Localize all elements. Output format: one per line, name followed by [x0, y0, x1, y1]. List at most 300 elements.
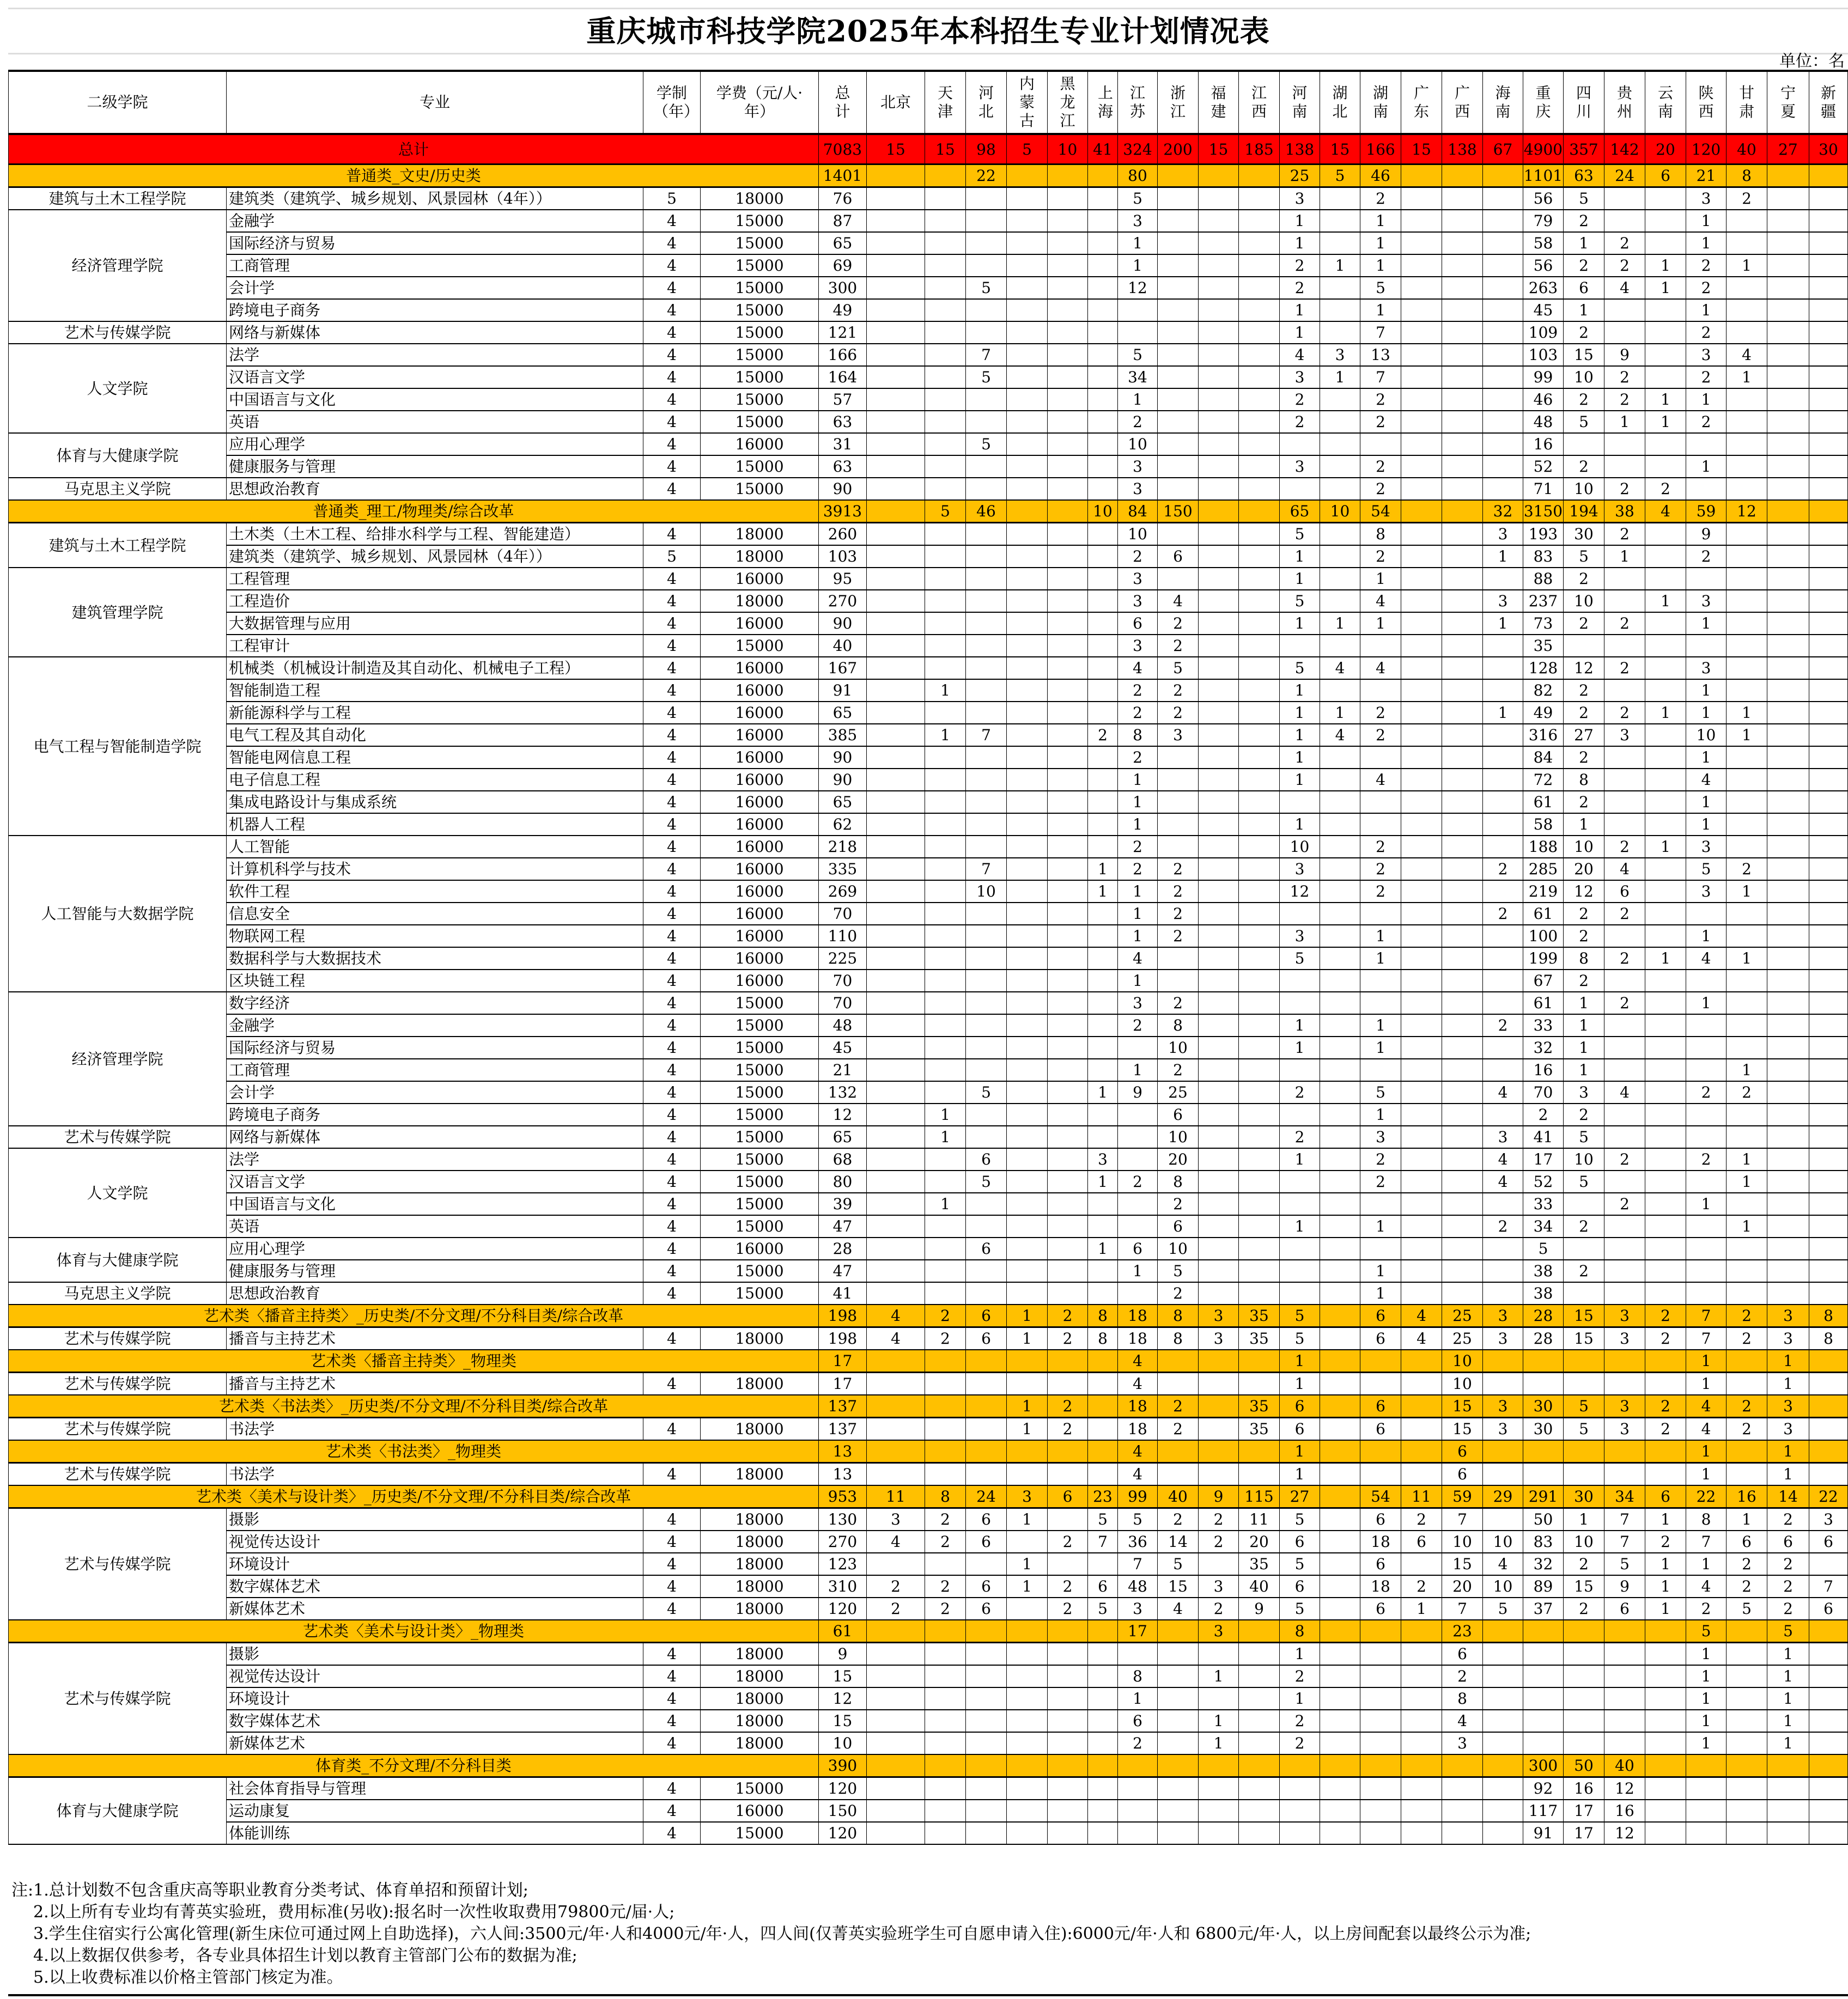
section-row [9, 1305, 1848, 1327]
province-cell [1483, 1350, 1523, 1373]
province-cell [867, 925, 925, 947]
province-cell: 10 [1158, 1037, 1199, 1059]
province-cell [1401, 702, 1442, 724]
province-cell [1048, 523, 1088, 546]
province-cell: 2 [1604, 903, 1645, 925]
province-cell [925, 590, 966, 612]
province-cell [1088, 523, 1118, 546]
province-cell [1645, 1104, 1686, 1126]
province-cell [1360, 1440, 1401, 1463]
province-cell [925, 1081, 966, 1104]
total-cell: 132 [819, 1081, 867, 1104]
province-cell [1604, 568, 1645, 590]
province-cell [1088, 254, 1118, 277]
province-cell: 4 [1483, 1553, 1523, 1575]
province-cell [1007, 1081, 1048, 1104]
province-cell [1727, 210, 1767, 232]
province-cell [1158, 366, 1199, 388]
province-cell: 2 [1564, 925, 1604, 947]
province-cell [1523, 1665, 1564, 1687]
grand-total-label: 总计 [9, 134, 819, 164]
province-cell [1809, 500, 1848, 523]
province-cell: 8 [1727, 164, 1767, 187]
major-cell: 汉语言文学 [227, 1171, 643, 1193]
province-cell [1048, 769, 1088, 791]
grand-total-value: 7083 [819, 134, 867, 164]
province-cell [1088, 1754, 1118, 1777]
province-cell: 5 [1088, 1508, 1118, 1531]
province-cell [1320, 187, 1360, 210]
total-cell: 69 [819, 254, 867, 277]
province-cell [867, 478, 925, 500]
province-cell [1280, 1754, 1320, 1777]
province-cell [1401, 590, 1442, 612]
province-cell: 193 [1523, 523, 1564, 546]
province-cell: 8 [1158, 1014, 1199, 1037]
province-cell [1604, 1126, 1645, 1148]
province-cell: 10 [1048, 134, 1088, 164]
province-cell [1523, 1620, 1564, 1643]
fee-cell: 16000 [701, 702, 819, 724]
province-cell: 6 [1442, 1643, 1483, 1666]
college-cell: 建筑与土木工程学院 [9, 523, 227, 568]
province-cell: 10 [1442, 1531, 1483, 1553]
province-cell [1483, 321, 1523, 344]
table-row [9, 523, 1848, 546]
province-cell [1239, 1037, 1280, 1059]
province-cell [966, 1777, 1007, 1800]
province-cell [1320, 1081, 1360, 1104]
college-cell: 人文学院 [9, 344, 227, 433]
province-cell: 1 [1686, 1553, 1727, 1575]
province-cell [1280, 1104, 1320, 1126]
province-cell [925, 746, 966, 769]
province-cell: 4 [1645, 500, 1686, 523]
province-cell [1767, 299, 1809, 321]
province-cell [1199, 1059, 1239, 1081]
province-cell [1442, 478, 1483, 500]
note-3: 3.学生住宿实行公寓化管理(新生床位可通过网上自助选择)，六人间:3500元/年·人和4000元/年·人，四人间(仅菁英实验班学生可自愿申请入住):6000元/年·人和 6800元/年·人，以上房间配套以最终公示为准; [33, 1924, 1531, 1943]
total-cell: 270 [819, 1531, 867, 1553]
province-cell [1483, 1710, 1523, 1732]
header-province: 湖北 [1320, 71, 1360, 134]
province-cell [1320, 1238, 1360, 1260]
header-province: 云南 [1645, 71, 1686, 134]
province-cell [925, 1710, 966, 1732]
total-cell: 218 [819, 836, 867, 858]
province-cell [1199, 1193, 1239, 1215]
province-cell [1401, 1754, 1442, 1777]
province-cell [1442, 769, 1483, 791]
province-cell: 9 [1199, 1485, 1239, 1508]
province-cell [867, 568, 925, 590]
province-cell: 2 [1048, 1598, 1088, 1620]
fee-cell: 18000 [701, 1463, 819, 1486]
fee-cell: 16000 [701, 970, 819, 992]
province-cell [1199, 1395, 1239, 1418]
years-cell: 4 [643, 1463, 701, 1486]
province-cell [1809, 210, 1848, 232]
province-cell [966, 1732, 1007, 1754]
province-cell [1199, 545, 1239, 568]
province-cell [1401, 813, 1442, 836]
province-cell: 2 [1360, 545, 1401, 568]
province-cell [1320, 947, 1360, 970]
province-cell [1360, 1373, 1401, 1395]
province-cell [1239, 1215, 1280, 1238]
fee-cell: 15000 [701, 455, 819, 478]
province-cell [1048, 657, 1088, 679]
total-cell: 123 [819, 1553, 867, 1575]
province-cell [1809, 254, 1848, 277]
province-cell [1048, 1126, 1088, 1148]
province-cell [925, 657, 966, 679]
years-cell: 4 [643, 1260, 701, 1282]
province-cell: 1 [1645, 947, 1686, 970]
province-cell: 12 [1564, 657, 1604, 679]
years-cell: 4 [643, 321, 701, 344]
province-cell: 1 [1280, 1373, 1320, 1395]
province-cell: 2 [1564, 455, 1604, 478]
province-cell [1088, 1665, 1118, 1687]
province-cell: 3 [1564, 1081, 1604, 1104]
province-cell [867, 612, 925, 635]
province-cell [1239, 366, 1280, 388]
province-cell [1401, 1081, 1442, 1104]
province-cell: 6 [1727, 1531, 1767, 1553]
province-cell [1048, 1350, 1088, 1373]
province-cell: 8 [1088, 1305, 1118, 1327]
major-cell: 中国语言与文化 [227, 388, 643, 411]
college-cell: 体育与大健康学院 [9, 1238, 227, 1282]
province-cell [1158, 277, 1199, 299]
province-cell [1767, 1800, 1809, 1822]
province-cell [925, 947, 966, 970]
province-cell [1809, 1800, 1848, 1822]
province-cell [1320, 1126, 1360, 1148]
province-cell: 8 [925, 1485, 966, 1508]
province-cell: 3 [1483, 523, 1523, 546]
province-cell: 6 [1158, 545, 1199, 568]
province-cell: 2 [1523, 1104, 1564, 1126]
province-cell [1727, 277, 1767, 299]
province-cell: 17 [1118, 1620, 1158, 1643]
province-cell [1645, 1193, 1686, 1215]
fee-cell: 15000 [701, 478, 819, 500]
province-cell [867, 1463, 925, 1486]
province-cell: 2 [1727, 1327, 1767, 1350]
table-row [9, 746, 1848, 769]
province-cell: 1 [1007, 1305, 1048, 1327]
province-cell [1118, 1643, 1158, 1666]
province-cell [1645, 1059, 1686, 1081]
province-cell [1686, 1126, 1727, 1148]
province-cell [1401, 187, 1442, 210]
province-cell: 1 [1280, 299, 1320, 321]
province-cell [1239, 1687, 1280, 1710]
province-cell [925, 1215, 966, 1238]
province-cell [1320, 411, 1360, 433]
province-cell [1199, 925, 1239, 947]
major-cell: 摄影 [227, 1508, 643, 1531]
province-cell [1088, 164, 1118, 187]
province-cell [1158, 523, 1199, 546]
province-cell [1645, 769, 1686, 791]
province-cell [1320, 1598, 1360, 1620]
province-cell [1767, 500, 1809, 523]
province-cell [1401, 1148, 1442, 1171]
province-cell [1158, 1822, 1199, 1844]
major-cell: 工商管理 [227, 1059, 643, 1081]
province-cell [925, 1777, 966, 1800]
province-cell [1048, 1440, 1088, 1463]
fee-cell: 15000 [701, 1104, 819, 1126]
province-cell [1727, 1620, 1767, 1643]
years-cell: 4 [643, 1148, 701, 1171]
province-cell: 1 [1360, 299, 1401, 321]
province-cell [1199, 523, 1239, 546]
province-cell [1483, 1260, 1523, 1282]
total-cell: 167 [819, 657, 867, 679]
province-cell: 2 [1048, 1531, 1088, 1553]
province-cell [966, 590, 1007, 612]
years-cell: 4 [643, 880, 701, 903]
province-cell [966, 1687, 1007, 1710]
province-cell [1809, 1148, 1848, 1171]
province-cell [1007, 1463, 1048, 1486]
years-cell: 4 [643, 1508, 701, 1531]
province-cell [1727, 1440, 1767, 1463]
province-cell [1199, 903, 1239, 925]
province-cell: 1 [1767, 1440, 1809, 1463]
province-cell [1048, 1754, 1088, 1777]
years-cell: 4 [643, 299, 701, 321]
province-cell [1007, 1732, 1048, 1754]
province-cell: 10 [1483, 1575, 1523, 1598]
header-province: 陕西 [1686, 71, 1727, 134]
table-row [9, 925, 1848, 947]
province-cell [1199, 1440, 1239, 1463]
total-cell: 41 [819, 1282, 867, 1305]
province-cell: 6 [1158, 1215, 1199, 1238]
province-cell: 5 [966, 1171, 1007, 1193]
province-cell [1158, 299, 1199, 321]
province-cell: 2 [1088, 724, 1118, 746]
province-cell [1007, 545, 1048, 568]
province-cell [1809, 1081, 1848, 1104]
province-cell: 4 [1118, 1350, 1158, 1373]
province-cell [1048, 164, 1088, 187]
major-cell: 健康服务与管理 [227, 455, 643, 478]
years-cell: 4 [643, 344, 701, 366]
header-province: 宁夏 [1767, 71, 1809, 134]
province-cell [1767, 164, 1809, 187]
section-row [9, 1395, 1848, 1418]
province-cell: 25 [1280, 164, 1320, 187]
header-province: 河南 [1280, 71, 1320, 134]
province-cell [1118, 1126, 1158, 1148]
province-cell [1199, 791, 1239, 813]
total-cell: 15 [819, 1710, 867, 1732]
header-province: 天津 [925, 71, 966, 134]
province-cell [966, 299, 1007, 321]
header-fee: 学费（元/人·年） [701, 71, 819, 134]
province-cell [1767, 880, 1809, 903]
province-cell: 1 [1645, 702, 1686, 724]
province-cell [1645, 992, 1686, 1014]
province-cell [1088, 791, 1118, 813]
province-cell [1199, 1282, 1239, 1305]
province-cell [1645, 1777, 1686, 1800]
province-cell: 10 [1280, 836, 1320, 858]
table-row [9, 455, 1848, 478]
province-cell: 5 [1280, 1598, 1320, 1620]
province-cell [1604, 746, 1645, 769]
province-cell: 30 [1564, 523, 1604, 546]
province-cell [1239, 1171, 1280, 1193]
province-cell [1767, 545, 1809, 568]
province-cell [1809, 433, 1848, 455]
province-cell [1604, 1059, 1645, 1081]
fee-cell: 18000 [701, 1508, 819, 1531]
province-cell [1239, 344, 1280, 366]
table-row [9, 880, 1848, 903]
province-cell [1767, 925, 1809, 947]
college-cell: 体育与大健康学院 [9, 433, 227, 478]
province-cell [1809, 1059, 1848, 1081]
major-cell: 环境设计 [227, 1687, 643, 1710]
province-cell [966, 1665, 1007, 1687]
province-cell: 194 [1564, 500, 1604, 523]
province-cell [1401, 1350, 1442, 1373]
total-cell: 166 [819, 344, 867, 366]
province-cell [1320, 746, 1360, 769]
province-cell [1007, 1104, 1048, 1126]
province-cell [1239, 702, 1280, 724]
province-cell: 1 [1686, 455, 1727, 478]
province-cell [925, 1800, 966, 1822]
section-total: 13 [819, 1440, 867, 1463]
province-cell [1809, 1732, 1848, 1754]
years-cell: 4 [643, 1327, 701, 1350]
province-cell [1158, 1620, 1199, 1643]
header-province: 上海 [1088, 71, 1118, 134]
province-cell [1809, 545, 1848, 568]
province-cell [867, 321, 925, 344]
province-cell [1442, 1059, 1483, 1081]
province-cell [925, 388, 966, 411]
province-cell [1320, 1754, 1360, 1777]
major-cell: 机器人工程 [227, 813, 643, 836]
province-cell [1239, 769, 1280, 791]
province-cell [1118, 1215, 1158, 1238]
province-cell [1604, 1014, 1645, 1037]
province-cell [1401, 232, 1442, 254]
province-cell [1158, 321, 1199, 344]
years-cell: 4 [643, 455, 701, 478]
province-cell [1280, 1193, 1320, 1215]
province-cell [1809, 1104, 1848, 1126]
province-cell [1686, 433, 1727, 455]
province-cell [1320, 769, 1360, 791]
province-cell [1320, 1282, 1360, 1305]
province-cell [1239, 1754, 1280, 1777]
province-cell: 1 [1727, 947, 1767, 970]
province-cell [1360, 1710, 1401, 1732]
province-cell [1442, 433, 1483, 455]
province-cell [1158, 813, 1199, 836]
major-cell: 网络与新媒体 [227, 321, 643, 344]
province-cell: 16 [1523, 1059, 1564, 1081]
province-cell [1727, 1800, 1767, 1822]
province-cell [966, 947, 1007, 970]
header-major: 专业 [227, 71, 643, 134]
province-cell [1767, 970, 1809, 992]
fee-cell: 15000 [701, 1148, 819, 1171]
table-row [9, 1732, 1848, 1754]
total-cell: 95 [819, 568, 867, 590]
province-cell [1767, 366, 1809, 388]
province-cell [1048, 1193, 1088, 1215]
years-cell: 4 [643, 1282, 701, 1305]
province-cell [867, 679, 925, 702]
total-cell: 120 [819, 1598, 867, 1620]
province-cell [1239, 746, 1280, 769]
province-cell [1158, 344, 1199, 366]
province-cell [1048, 321, 1088, 344]
province-cell [1483, 232, 1523, 254]
province-cell [1604, 1732, 1645, 1754]
province-cell [1048, 366, 1088, 388]
province-cell [1048, 947, 1088, 970]
province-cell [1320, 1037, 1360, 1059]
fee-cell: 16000 [701, 880, 819, 903]
province-cell [867, 1350, 925, 1373]
province-cell [966, 1373, 1007, 1395]
province-cell [1645, 1687, 1686, 1710]
province-cell: 73 [1523, 612, 1564, 635]
fee-cell: 15000 [701, 1059, 819, 1081]
province-cell: 10 [1564, 1531, 1604, 1553]
college-cell: 马克思主义学院 [9, 478, 227, 500]
province-cell: 5 [1118, 1508, 1158, 1531]
province-cell: 83 [1523, 545, 1564, 568]
province-cell [867, 903, 925, 925]
province-cell [1727, 746, 1767, 769]
province-cell [1767, 1215, 1809, 1238]
province-cell [867, 187, 925, 210]
province-cell [1199, 433, 1239, 455]
major-cell: 视觉传达设计 [227, 1665, 643, 1687]
province-cell: 3 [867, 1508, 925, 1531]
province-cell [1442, 388, 1483, 411]
province-cell [1199, 1754, 1239, 1777]
province-cell [1483, 1059, 1523, 1081]
province-cell [1239, 1260, 1280, 1282]
province-cell: 4 [1483, 1148, 1523, 1171]
table-row [9, 1193, 1848, 1215]
province-cell [1645, 1260, 1686, 1282]
province-cell [1809, 858, 1848, 880]
fee-cell: 15000 [701, 1171, 819, 1193]
table-row [9, 702, 1848, 724]
province-cell [1048, 1508, 1088, 1531]
province-cell [1645, 791, 1686, 813]
province-cell: 6 [966, 1598, 1007, 1620]
fee-cell: 16000 [701, 724, 819, 746]
province-cell [1360, 903, 1401, 925]
total-cell: 63 [819, 411, 867, 433]
